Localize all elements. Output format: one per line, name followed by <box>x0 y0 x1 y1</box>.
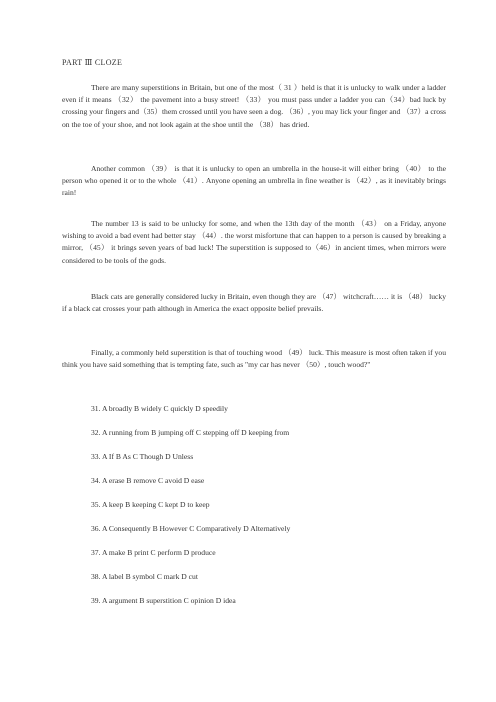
paragraph-5: Finally, a commonly held superstition is that of touching wood （49） luck. This measure is most often taken if you think you have said something that is tempting fate, such as "my car has never （50）, touch wood?" <box>62 348 446 370</box>
question-33: 33. A If B As C Though D Unless <box>91 452 194 461</box>
question-38: 38. A label B symbol C mark D cut <box>91 572 198 581</box>
paragraph-4: Black cats are generally considered lucky in Britain, even though they are （47） witchcraft…… it is （48） lucky if a black cat crosses your path although in America the exact opposite belief prevails. <box>62 292 446 314</box>
question-34: 34. A erase B remove C avoid D ease <box>91 476 205 485</box>
question-39: 39. A argument B superstition C opinion D idea <box>91 596 236 605</box>
paragraph-1: There are many superstitions in Britain, but one of the most（ 31 ）held is that it is unlucky to walk under a ladder even if it means （32） the pavement into a busy street! （33） you must pass under a ladder you can（34）bad luck by crossing your fingers and（35）them crossed until you have seen a dog. （36）, you may lick your finger and （37）a cross on the toe of your shoe, and not look again at the shoe until the （38） has dried. <box>62 83 446 129</box>
question-36: 36. A Consequently B However C Comparatively D Alternatively <box>91 524 291 533</box>
section-title: PART Ⅲ CLOZE <box>62 58 123 67</box>
question-32: 32. A running from B jumping off C stepping off D keeping from <box>91 428 290 437</box>
paragraph-3: The number 13 is said to be unlucky for some, and when the 13th day of the month （43） on a Friday, anyone wishing to avoid a bad event had better stay （44）. the worst misfortune that can happen to a person is caused by breaking a mirror, （45） it brings seven years of bad luck! The superstition is supposed to（46）in ancient times, when mirrors were considered to be tools of the gods. <box>62 219 446 265</box>
paragraph-2: Another common （39） is that it is unlucky to open an umbrella in the house-it will either bring （40） to the person who opened it or to the whole （41）. Anyone opening an umbrella in fine weather is （42）, as it inevitably brings rain! <box>62 164 446 198</box>
question-35: 35. A keep B keeping C kept D to keep <box>91 500 210 509</box>
question-31: 31. A broadly B widely C quickly D speedily <box>91 404 228 413</box>
question-37: 37. A make B print C perform D produce <box>91 548 216 557</box>
